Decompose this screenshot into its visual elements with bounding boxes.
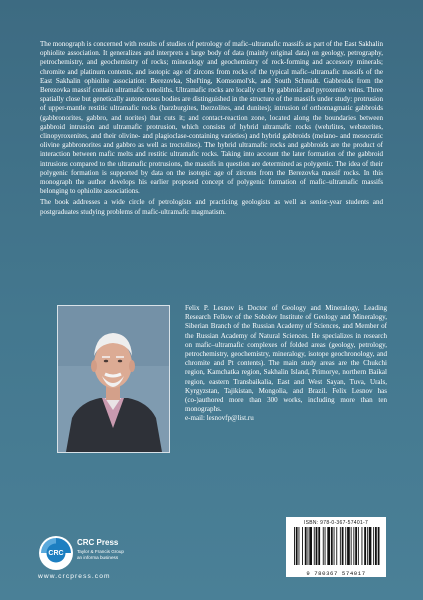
- description-paragraph-2: The book addresses a wide circle of petrologists and practicing geologists as well as senior-year students and postgraduates studying problems of mafic-ultramafic magmatism.: [40, 198, 383, 216]
- barcode-bar: [305, 527, 307, 565]
- barcode-bar: [367, 527, 368, 565]
- publisher-url: www.crcpress.com: [38, 573, 111, 580]
- barcode-bar: [323, 527, 324, 565]
- barcode-bar: [362, 527, 363, 565]
- description-paragraph-1: The monograph is concerned with results of studies of petrology of mafic–ultramafic massifs as part of the East Sakhalin ophiolite association. It generalizes and interprets a large body of data (mainly original data) on geology, petrography, petrochemistry, and geochemistry of rocks; mineralogy and geochemistry of rock-forming and accessory minerals; chromite and platinum contents, and isotopic age of zircons from rocks of the typical mafic–ultramafic massifs of the East Sakhalin ophiolite association: Berezovka, Shel'ting, Komsomol'sk, and South Schmidt. Gabbroids from the Berezovka massif contain ultramafic xenoliths. Ultramafic rocks are locally cut by gabbroid and pyroxenite veins. Three spatially close but genetically autonomous bodies are distinguished in the structure of the massifs under study: protrusion of upper-mantle restitic ultramafic rocks (harzburgites, lherzolites, and dunites); intrusion of orthomagmatic gabbroids (gabbronorites, gabbro, and norites) that cuts it; and contact-reaction zone, located along the boundaries between gabbroid intrusion and ultramafic protrusion, which consists of hybrid ultramafic rocks (wehrlites, websterites, clinopyroxenites, and their olivine- and plagioclase-containing varieties) and hybrid gabbroids (melano- and mesocratic olivine gabbronorites and gabbro as well as troctolites). The hybrid ultramafic rocks and gabbroids are the product of interaction between mafic melts and restitic ultramafic rocks. Taking into account the later formation of the gabbroid intrusions compared to the ultramafic protrusions, the massifs in question are determined as polygenic. The idea of their polygenic formation is supported by data on the isotopic age of zircons from the Berezovka massif rocks. In this monograph the author develops his earlier proposed concept of polygenic formation of mafic–ultramafic massifs belonging to ophiolite associations.: [40, 40, 383, 196]
- barcode-bar: [336, 527, 337, 565]
- barcode-bar: [364, 527, 366, 565]
- barcode-bar: [358, 527, 359, 565]
- barcode-bar: [309, 527, 312, 565]
- barcode-bar: [325, 527, 326, 565]
- barcode-bar: [355, 527, 357, 565]
- publisher-logo: [38, 535, 158, 585]
- author-biography: [185, 304, 387, 424]
- publisher-group-line-2: an informa business: [77, 555, 119, 560]
- barcode-bar: [378, 527, 380, 565]
- barcode-bar: [308, 527, 309, 565]
- author-bio-text: Felix P. Lesnov is Doctor of Geology and Mineralogy, Leading Research Fellow of the Sobolev Institute of Geology and Mineralogy, Siberian Branch of the Russian Academy of Sciences, and Member of the Russian Academy of Natural Sciences. He specializes in research on mafic–ultramafic complexes of folded areas (geology, petrology, petrochemistry, geochemistry, mineralogy, isotope geochronology, and chromite and Pt contents). The main study areas are the Chukchi region, Kamchatka region, Sakhalin Island, Primorye, northern Baikal region, eastern Transbaikalia, East and West Sayan, Tuva, Urals, Kyrgyzstan, Tajikistan, Mongolia, and Brazil. Felix Lesnov has (co-)authored more than 300 works, including more than ten monographs.: [185, 304, 387, 414]
- barcode-bar: [351, 527, 352, 565]
- logo-lettering: CRC: [48, 549, 64, 557]
- barcode-panel: [286, 517, 386, 577]
- barcode-bar: [342, 527, 344, 565]
- publisher-group: [77, 549, 159, 561]
- barcode-bar: [334, 527, 335, 565]
- author-email: e-mail: lesnovfp@list.ru: [185, 414, 254, 423]
- publisher-group-line-1: Taylor & Francis Group: [77, 549, 124, 554]
- barcode-bar: [296, 527, 298, 565]
- barcode-bar: [347, 527, 350, 565]
- barcode-bar: [318, 527, 320, 565]
- author-photo: [57, 305, 170, 453]
- barcode-bar: [340, 527, 341, 565]
- author-portrait-image: [58, 306, 169, 452]
- barcode-bar: [316, 527, 318, 565]
- barcode-bar: [327, 527, 330, 565]
- barcode-image: [290, 527, 382, 565]
- barcode-digits: 9 780367 574017: [306, 570, 366, 577]
- barcode-bar: [299, 527, 300, 565]
- isbn-number: ISBN: 978-0-367-57401-7: [303, 520, 369, 526]
- barcode-bar: [353, 527, 354, 565]
- publisher-name: CRC Press: [77, 538, 119, 547]
- barcode-bar: [314, 527, 315, 565]
- barcode-bar: [294, 527, 295, 565]
- barcode-bar: [369, 527, 372, 565]
- barcode-bar: [345, 527, 346, 565]
- book-description: [40, 40, 383, 219]
- barcode-bar: [373, 527, 374, 565]
- barcode-bar: [375, 527, 377, 565]
- barcode-bar: [302, 527, 303, 565]
- barcode-bar: [331, 527, 333, 565]
